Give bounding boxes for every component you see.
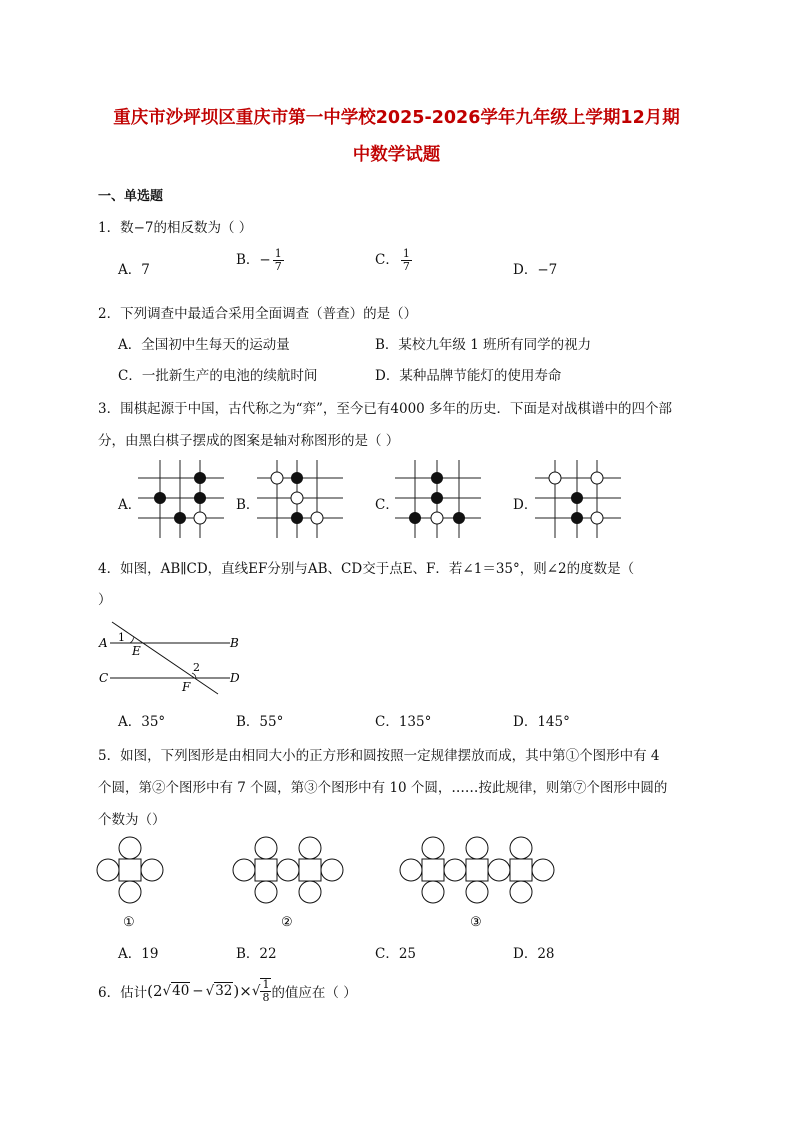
black-stone	[431, 472, 443, 484]
black-stone	[409, 512, 421, 524]
black-stone	[571, 512, 583, 524]
pattern-label-1: ①	[123, 915, 135, 930]
q3-option-a-label: A．	[118, 497, 142, 513]
q2-stem: 2．下列调查中最适合采用全面调查（普查）的是（）	[98, 306, 418, 322]
circle-square-pattern	[96, 836, 566, 932]
doc-title-line1: 重庆市沙坪坝区重庆市第一中学校2025-2026学年九年级上学期12月期	[113, 108, 680, 128]
white-stone	[311, 512, 323, 524]
q4-option-c: C．135°	[375, 714, 432, 730]
q3-option-b-label: B．	[236, 497, 260, 513]
q1-option-b-prefix: B．−	[236, 252, 271, 268]
q6-radicand-40: 40	[172, 983, 190, 999]
label-b: B	[230, 636, 239, 650]
white-stone	[431, 512, 443, 524]
white-stone	[591, 512, 603, 524]
line-ef	[112, 622, 218, 694]
q3-option-d-label: D．	[513, 497, 538, 513]
q6-radicand-32: 32	[215, 983, 233, 999]
black-stone	[194, 492, 206, 504]
q4-stem-line1: 4．如图，AB∥CD，直线EF分别与AB、CD交于点E、F．若∠1＝35°，则∠2的度数是（	[98, 561, 635, 577]
q6-open-paren: (2	[147, 982, 163, 1000]
black-stone	[154, 492, 166, 504]
q4-option-b: B．55°	[236, 714, 284, 730]
black-stone	[291, 512, 303, 524]
q6-root-32: √32	[205, 983, 233, 999]
q1-c-numerator: 1	[402, 247, 410, 260]
white-stone	[194, 512, 206, 524]
black-stone	[571, 492, 583, 504]
q2-option-d: D．某种品牌节能灯的使用寿命	[375, 368, 562, 384]
q6-suffix: 的值应在（ ）	[271, 985, 357, 1001]
q1-option-c-prefix: C．	[375, 252, 399, 268]
q6-stem	[98, 978, 357, 1004]
go-board-b	[257, 458, 345, 540]
label-e: E	[132, 644, 141, 658]
pattern-2	[233, 837, 343, 903]
q6-close-paren: )×	[233, 982, 252, 1000]
section-heading: 一、单选题	[98, 189, 164, 204]
q2-option-c: C．一批新生产的电池的续航时间	[118, 368, 318, 384]
q5-stem-line3: 个数为（）	[98, 812, 166, 828]
angle-1-arc	[130, 638, 134, 644]
q1-option-c	[375, 248, 412, 273]
q3-stem-line1: 3．围棋起源于中国，古代称之为“弈”，至今已有4000 多年的历史．下面是对战棋谱中的四个部	[98, 401, 673, 417]
q1-b-numerator: 1	[274, 247, 282, 260]
q1-c-denominator: 7	[402, 260, 410, 273]
pattern-1	[97, 837, 163, 903]
label-angle-1: 1	[118, 631, 125, 644]
black-stone	[194, 472, 206, 484]
q6-root-fraction: √ $\frac{1}{8}$	[251, 978, 270, 1004]
q6-fraction	[260, 978, 271, 1004]
q6-numerator: 1	[262, 978, 270, 991]
label-c: C	[99, 671, 109, 685]
go-board-d	[535, 458, 623, 540]
q2-option-a: A．全国初中生每天的运动量	[118, 337, 290, 353]
q4-option-a: A．35°	[118, 714, 166, 730]
white-stone	[291, 492, 303, 504]
q6-denominator: 8	[262, 991, 270, 1004]
white-stone	[591, 472, 603, 484]
q3-stem-line2: 分，由黑白棋子摆成的图案是轴对称图形的是（ ）	[98, 433, 400, 449]
q4-stem-line2: ）	[98, 592, 112, 608]
label-a: A	[99, 636, 108, 650]
q6-root-40: √40	[162, 983, 190, 999]
q6-prefix: 6．估计	[98, 985, 148, 1001]
q2-option-b: B．某校九年级 1 班所有同学的视力	[375, 337, 592, 353]
parallel-lines-figure	[96, 614, 256, 698]
q3-option-c-label: C．	[375, 497, 399, 513]
pattern-label-3: ③	[470, 915, 482, 930]
q1-option-c-fraction	[401, 248, 412, 273]
black-stone	[174, 512, 186, 524]
q6-minus: −	[192, 983, 204, 999]
q1-stem: 1．数−7的相反数为（ ）	[98, 220, 253, 236]
q5-stem-line1: 5．如图，下列图形是由相同大小的正方形和圆按照一定规律摆放而成，其中第①个图形中有 4	[98, 748, 660, 764]
q1-option-d: D．−7	[513, 262, 558, 278]
q1-option-a: A．7	[118, 262, 150, 278]
q5-option-b: B．22	[236, 946, 277, 962]
go-board-c	[395, 458, 483, 540]
q5-option-a: A．19	[118, 946, 159, 962]
q1-option-b	[236, 248, 284, 273]
black-stone	[291, 472, 303, 484]
q5-stem-line2: 个圆，第②个图形中有 7 个圆，第③个图形中有 10 个圆，……按此规律，则第⑦个图形中圆的	[98, 780, 668, 796]
pattern-3	[400, 837, 554, 903]
black-stone	[431, 492, 443, 504]
white-stone	[549, 472, 561, 484]
go-board-a	[138, 458, 226, 540]
pattern-label-2: ②	[281, 915, 293, 930]
label-d: D	[230, 671, 240, 685]
white-stone	[271, 472, 283, 484]
q1-option-b-fraction	[273, 248, 284, 273]
black-stone	[453, 512, 465, 524]
q1-b-denominator: 7	[274, 260, 282, 273]
doc-title-line2: 中数学试题	[352, 145, 441, 165]
label-f: F	[182, 680, 191, 694]
q4-option-d: D．145°	[513, 714, 570, 730]
label-angle-2: 2	[193, 661, 200, 674]
q5-option-d: D．28	[513, 946, 555, 962]
q5-option-c: C．25	[375, 946, 417, 962]
